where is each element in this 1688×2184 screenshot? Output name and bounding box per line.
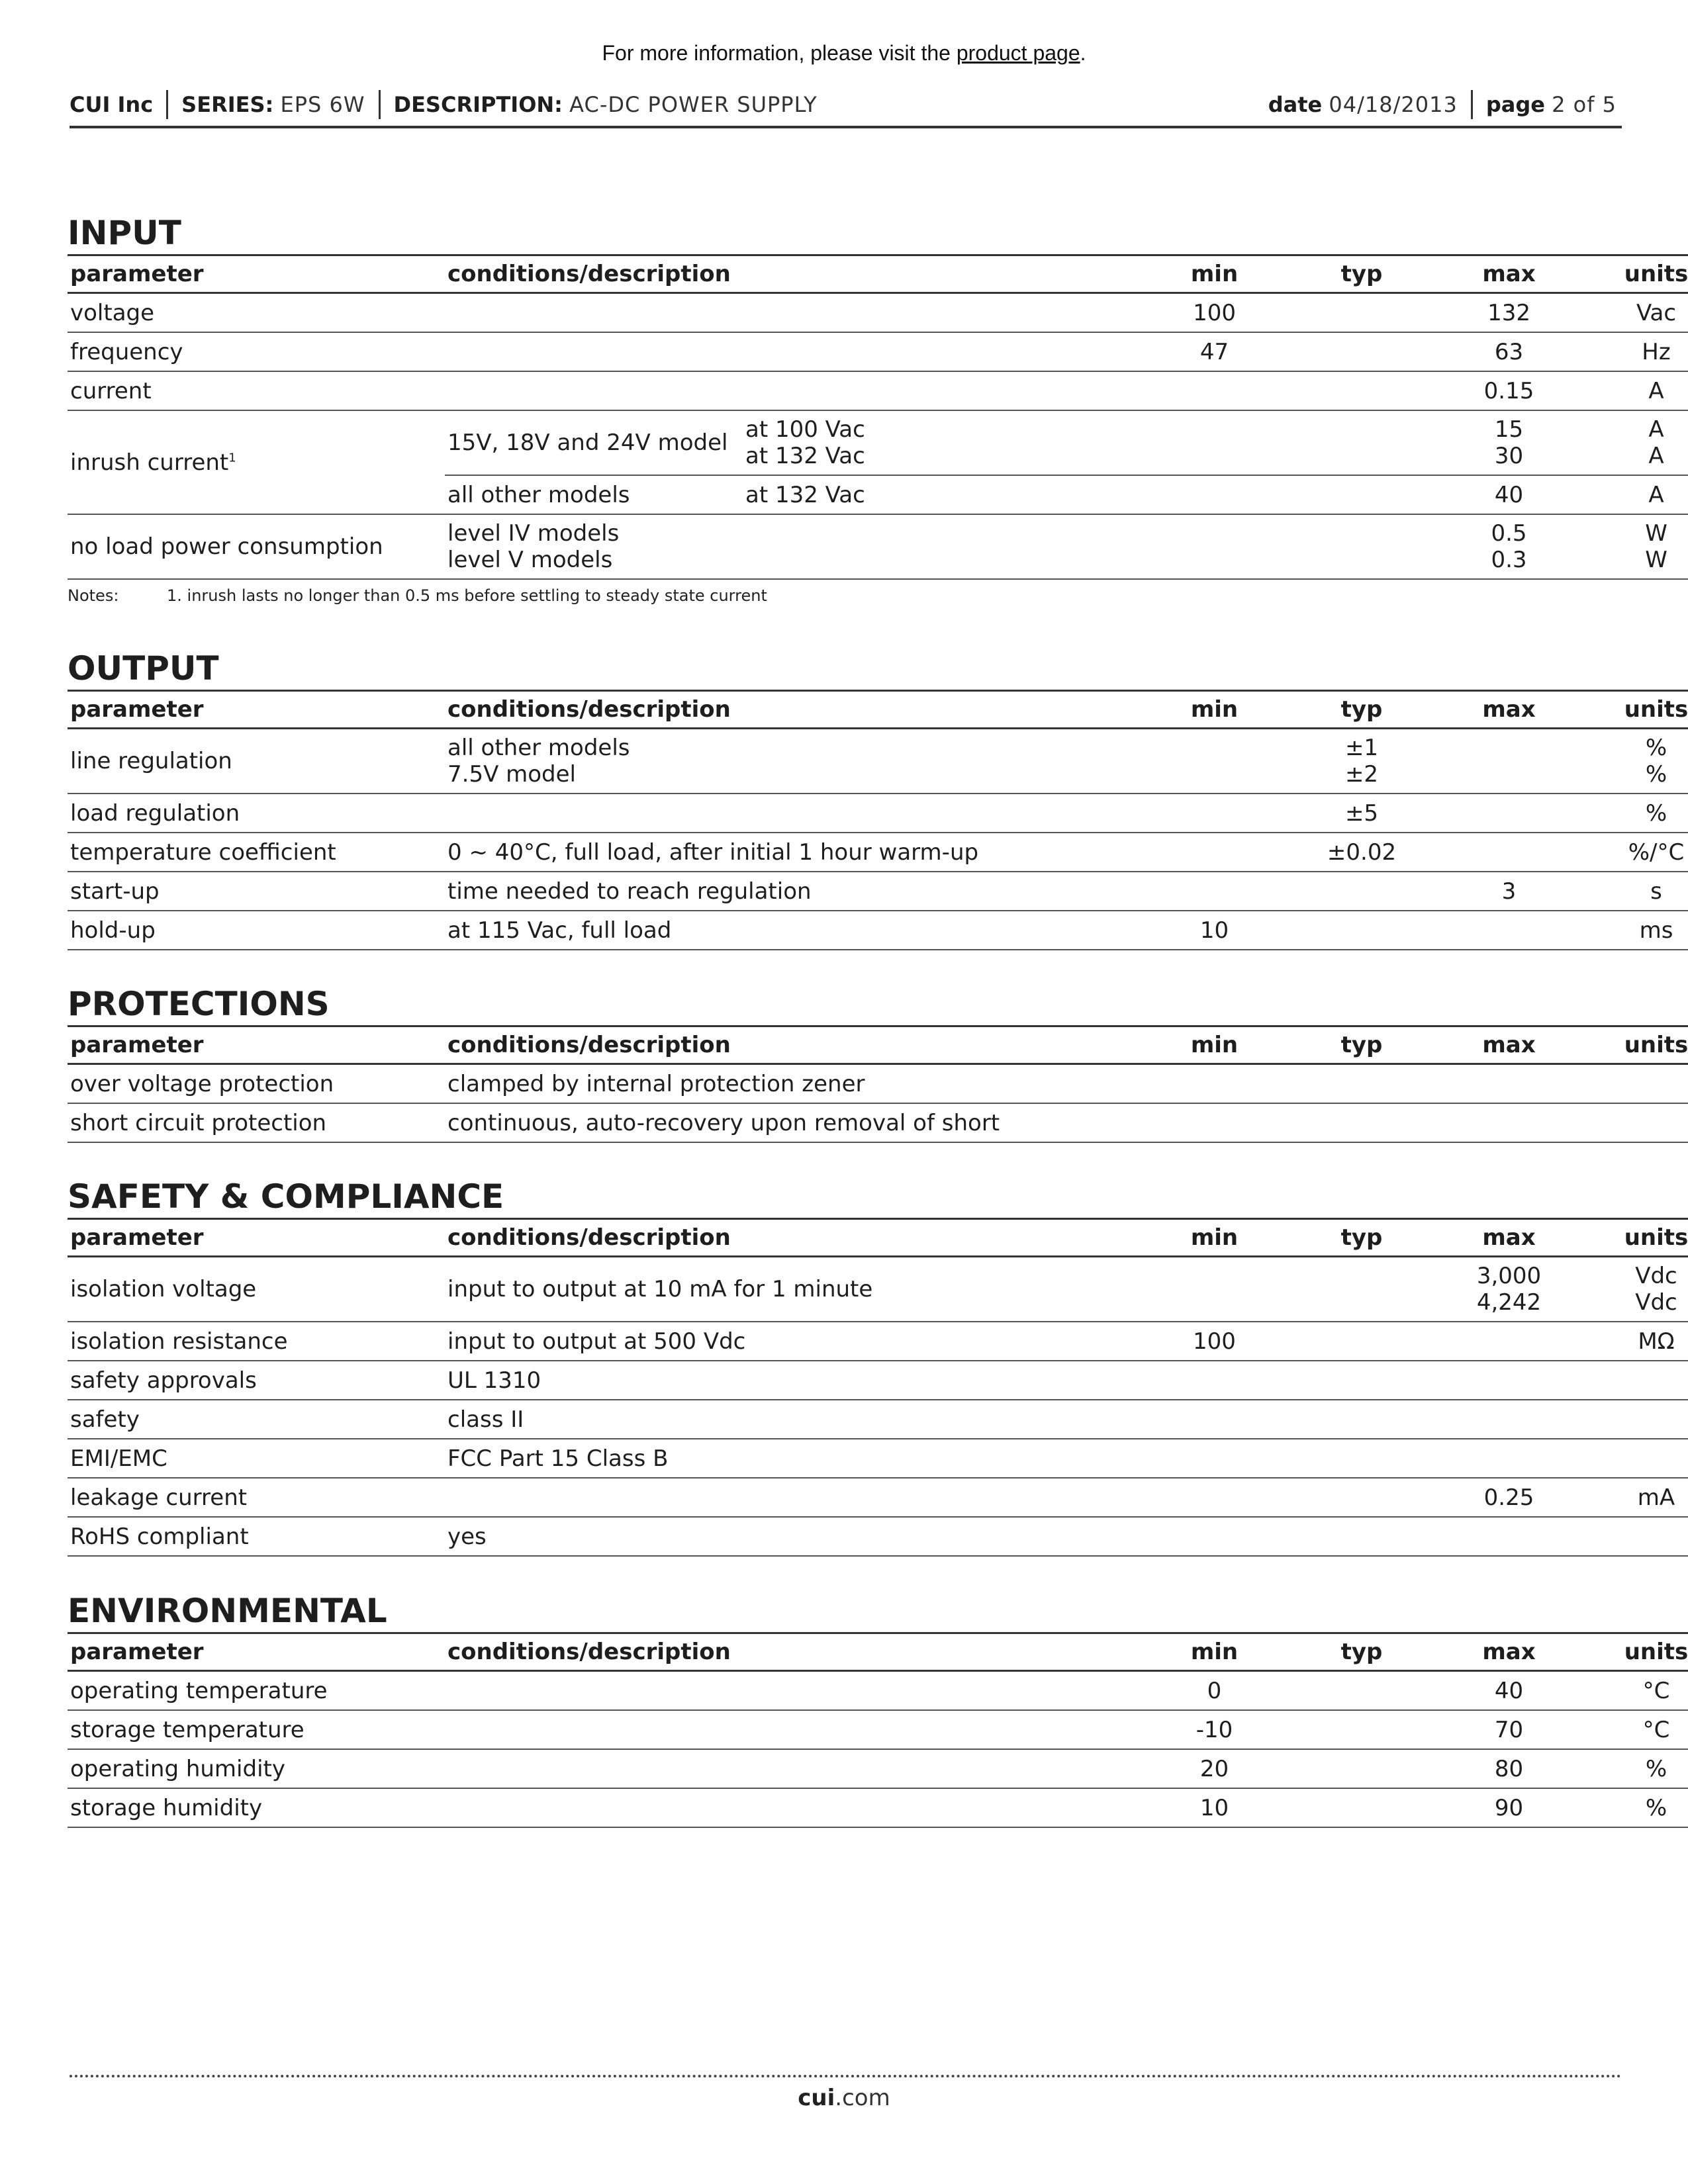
param-cell: leakage current — [68, 1478, 445, 1517]
min-cell: 20 — [1140, 1749, 1289, 1788]
cond-cell: input to output at 500 Vdc — [445, 1322, 1140, 1361]
col-conditions: conditions/description — [445, 691, 1140, 729]
min-cell: 47 — [1140, 332, 1289, 371]
units-cell: A A — [1583, 410, 1688, 475]
notes-label: Notes: — [68, 586, 119, 605]
divider — [1471, 90, 1473, 119]
page-header — [70, 86, 1622, 128]
cond-cell: class II — [445, 1400, 1140, 1439]
series-label: SERIES: — [181, 92, 274, 117]
max-cell: 40 — [1434, 1671, 1583, 1711]
min-cell: 0 — [1140, 1671, 1289, 1711]
section-title-environmental: ENVIRONMENTAL — [68, 1592, 387, 1630]
param-cell: short circuit protection — [68, 1103, 445, 1142]
units-cell: °C — [1583, 1671, 1688, 1711]
col-conditions: conditions/description — [445, 255, 1140, 293]
col-min: min — [1140, 1633, 1289, 1671]
date-value: 04/18/2013 — [1329, 92, 1458, 117]
table-row — [68, 1671, 1688, 1711]
cond-cell: all other models 7.5V model — [445, 729, 1140, 794]
max-cell: 0.15 — [1434, 371, 1583, 410]
param-cell: storage humidity — [68, 1788, 445, 1827]
table-header-row — [68, 255, 1688, 293]
param-cell: safety approvals — [68, 1361, 445, 1400]
divider — [379, 90, 381, 119]
description-label: DESCRIPTION: — [393, 92, 563, 117]
cond-cell: 15V, 18V and 24V model — [445, 410, 743, 475]
table-row — [68, 1361, 1688, 1400]
cond-cell: clamped by internal protection zener — [445, 1064, 1140, 1104]
input-section — [68, 213, 1688, 605]
param-cell: operating temperature — [68, 1671, 445, 1711]
col-typ: typ — [1289, 1026, 1434, 1064]
environmental-section — [68, 1591, 1688, 1828]
units-cell: % — [1583, 1788, 1688, 1827]
min-cell: 10 — [1140, 911, 1289, 950]
max-cell: 3 — [1434, 872, 1583, 911]
max-cell: 0.25 — [1434, 1478, 1583, 1517]
param-cell — [68, 410, 445, 514]
units-cell: W W — [1583, 514, 1688, 579]
cond-cell: continuous, auto-recovery upon removal of short — [445, 1103, 1140, 1142]
table-header-row — [68, 1633, 1688, 1671]
sub-cond-cell: at 100 Vac at 132 Vac — [743, 410, 1140, 475]
environmental-table — [68, 1632, 1688, 1828]
units-cell: s — [1583, 872, 1688, 911]
max-cell: 63 — [1434, 332, 1583, 371]
param-cell: voltage — [68, 293, 445, 333]
table-row — [68, 1517, 1688, 1556]
param-cell: RoHS compliant — [68, 1517, 445, 1556]
max-cell: 3,000 4,242 — [1434, 1257, 1583, 1322]
footer-divider — [70, 2075, 1622, 2077]
footer-domain[interactable]: .com — [835, 2085, 890, 2111]
table-row — [68, 911, 1688, 950]
inrush-label: inrush current — [70, 449, 229, 476]
col-max: max — [1434, 1219, 1583, 1257]
date-label: date — [1268, 92, 1323, 117]
cond-cell: input to output at 10 mA for 1 minute — [445, 1257, 1140, 1322]
col-max: max — [1434, 255, 1583, 293]
col-units: units — [1583, 1026, 1688, 1064]
col-conditions: conditions/description — [445, 1219, 1140, 1257]
col-min: min — [1140, 255, 1289, 293]
table-row — [68, 514, 1688, 579]
units-cell: mA — [1583, 1478, 1688, 1517]
col-units: units — [1583, 691, 1688, 729]
table-header-row — [68, 1026, 1688, 1064]
units-cell: MΩ — [1583, 1322, 1688, 1361]
col-typ: typ — [1289, 1633, 1434, 1671]
param-cell: load regulation — [68, 794, 445, 833]
table-row — [68, 1749, 1688, 1788]
col-units: units — [1583, 1219, 1688, 1257]
min-cell: 100 — [1140, 1322, 1289, 1361]
table-row — [68, 410, 1688, 475]
section-title-protections: PROTECTIONS — [68, 985, 330, 1023]
sub-cond-cell: at 132 Vac — [743, 475, 1140, 514]
table-row — [68, 794, 1688, 833]
col-max: max — [1434, 691, 1583, 729]
footnote-ref: 1 — [228, 451, 236, 465]
typ-cell: ±5 — [1289, 794, 1434, 833]
units-cell: °C — [1583, 1710, 1688, 1749]
col-min: min — [1140, 1026, 1289, 1064]
page-value: 2 of 5 — [1552, 92, 1617, 117]
table-row — [68, 1064, 1688, 1104]
table-row — [68, 1788, 1688, 1827]
table-row — [68, 729, 1688, 794]
param-cell: frequency — [68, 332, 445, 371]
col-typ: typ — [1289, 691, 1434, 729]
param-cell: storage temperature — [68, 1710, 445, 1749]
col-parameter: parameter — [68, 1633, 445, 1671]
col-units: units — [1583, 255, 1688, 293]
param-cell: start-up — [68, 872, 445, 911]
table-row — [68, 1257, 1688, 1322]
table-row — [68, 1710, 1688, 1749]
top-note — [0, 41, 1688, 66]
top-note-suffix: . — [1080, 41, 1086, 65]
table-row — [68, 1322, 1688, 1361]
max-cell: 80 — [1434, 1749, 1583, 1788]
input-table — [68, 254, 1688, 580]
units-cell: % — [1583, 1749, 1688, 1788]
output-table — [68, 690, 1688, 950]
table-header-row — [68, 1219, 1688, 1257]
param-cell: isolation resistance — [68, 1322, 445, 1361]
footer — [0, 2085, 1688, 2111]
protections-section — [68, 984, 1688, 1143]
note-1: 1. inrush lasts no longer than 0.5 ms before settling to steady state current — [167, 586, 767, 605]
table-row — [68, 1439, 1688, 1478]
max-cell: 70 — [1434, 1710, 1583, 1749]
table-row — [68, 1478, 1688, 1517]
max-cell: 15 30 — [1434, 410, 1583, 475]
table-row — [68, 833, 1688, 872]
col-parameter: parameter — [68, 1026, 445, 1064]
divider — [166, 90, 168, 119]
col-conditions: conditions/description — [445, 1633, 1140, 1671]
min-cell: 100 — [1140, 293, 1289, 333]
section-title-input: INPUT — [68, 214, 181, 252]
param-cell: isolation voltage — [68, 1257, 445, 1322]
section-title-output: OUTPUT — [68, 649, 219, 688]
units-cell: A — [1583, 475, 1688, 514]
units-cell: Vdc Vdc — [1583, 1257, 1688, 1322]
units-cell: %/°C — [1583, 833, 1688, 872]
max-cell: 0.5 0.3 — [1434, 514, 1583, 579]
product-page-link[interactable]: product page — [956, 41, 1080, 65]
col-min: min — [1140, 691, 1289, 729]
min-cell: 10 — [1140, 1788, 1289, 1827]
footer-brand[interactable]: cui — [798, 2085, 835, 2111]
page-label: page — [1485, 92, 1545, 117]
max-cell: 132 — [1434, 293, 1583, 333]
col-min: min — [1140, 1219, 1289, 1257]
param-cell: over voltage protection — [68, 1064, 445, 1104]
cond-cell: all other models — [445, 475, 743, 514]
safety-section — [68, 1177, 1688, 1557]
units-cell: A — [1583, 371, 1688, 410]
col-units: units — [1583, 1633, 1688, 1671]
table-row — [68, 1400, 1688, 1439]
series-value: EPS 6W — [280, 92, 365, 117]
typ-cell: ±0.02 — [1289, 833, 1434, 872]
notes — [68, 586, 1622, 605]
units-cell: % % — [1583, 729, 1688, 794]
param-cell: no load power consumption — [68, 514, 445, 579]
col-parameter: parameter — [68, 691, 445, 729]
param-cell: EMI/EMC — [68, 1439, 445, 1478]
table-row — [68, 293, 1688, 333]
cond-cell: at 115 Vac, full load — [445, 911, 1140, 950]
table-row — [68, 1103, 1688, 1142]
param-cell: current — [68, 371, 445, 410]
cond-cell: yes — [445, 1517, 1140, 1556]
table-row — [68, 872, 1688, 911]
units-cell: Vac — [1583, 293, 1688, 333]
table-header-row — [68, 691, 1688, 729]
output-section — [68, 649, 1688, 950]
param-cell: line regulation — [68, 729, 445, 794]
max-cell: 40 — [1434, 475, 1583, 514]
col-typ: typ — [1289, 1219, 1434, 1257]
company-name: CUI Inc — [70, 92, 154, 117]
param-cell: hold-up — [68, 911, 445, 950]
units-cell: Hz — [1583, 332, 1688, 371]
cond-cell: time needed to reach regulation — [445, 872, 1140, 911]
param-cell: operating humidity — [68, 1749, 445, 1788]
min-cell: -10 — [1140, 1710, 1289, 1749]
col-parameter: parameter — [68, 255, 445, 293]
units-cell: ms — [1583, 911, 1688, 950]
section-title-safety: SAFETY & COMPLIANCE — [68, 1177, 504, 1216]
col-parameter: parameter — [68, 1219, 445, 1257]
col-conditions: conditions/description — [445, 1026, 1140, 1064]
description-value: AC-DC POWER SUPPLY — [569, 92, 818, 117]
cond-cell: FCC Part 15 Class B — [445, 1439, 1140, 1478]
cond-cell: level IV models level V models — [445, 514, 1140, 579]
units-cell: % — [1583, 794, 1688, 833]
param-cell: safety — [68, 1400, 445, 1439]
cond-cell: 0 ~ 40°C, full load, after initial 1 hour warm-up — [445, 833, 1140, 872]
safety-table — [68, 1218, 1688, 1557]
col-typ: typ — [1289, 255, 1434, 293]
col-max: max — [1434, 1633, 1583, 1671]
col-max: max — [1434, 1026, 1583, 1064]
protections-table — [68, 1025, 1688, 1143]
max-cell: 90 — [1434, 1788, 1583, 1827]
table-row — [68, 332, 1688, 371]
top-note-text: For more information, please visit the — [602, 41, 957, 65]
table-row — [68, 371, 1688, 410]
cond-cell: UL 1310 — [445, 1361, 1140, 1400]
typ-cell: ±1 ±2 — [1289, 729, 1434, 794]
param-cell: temperature coefficient — [68, 833, 445, 872]
